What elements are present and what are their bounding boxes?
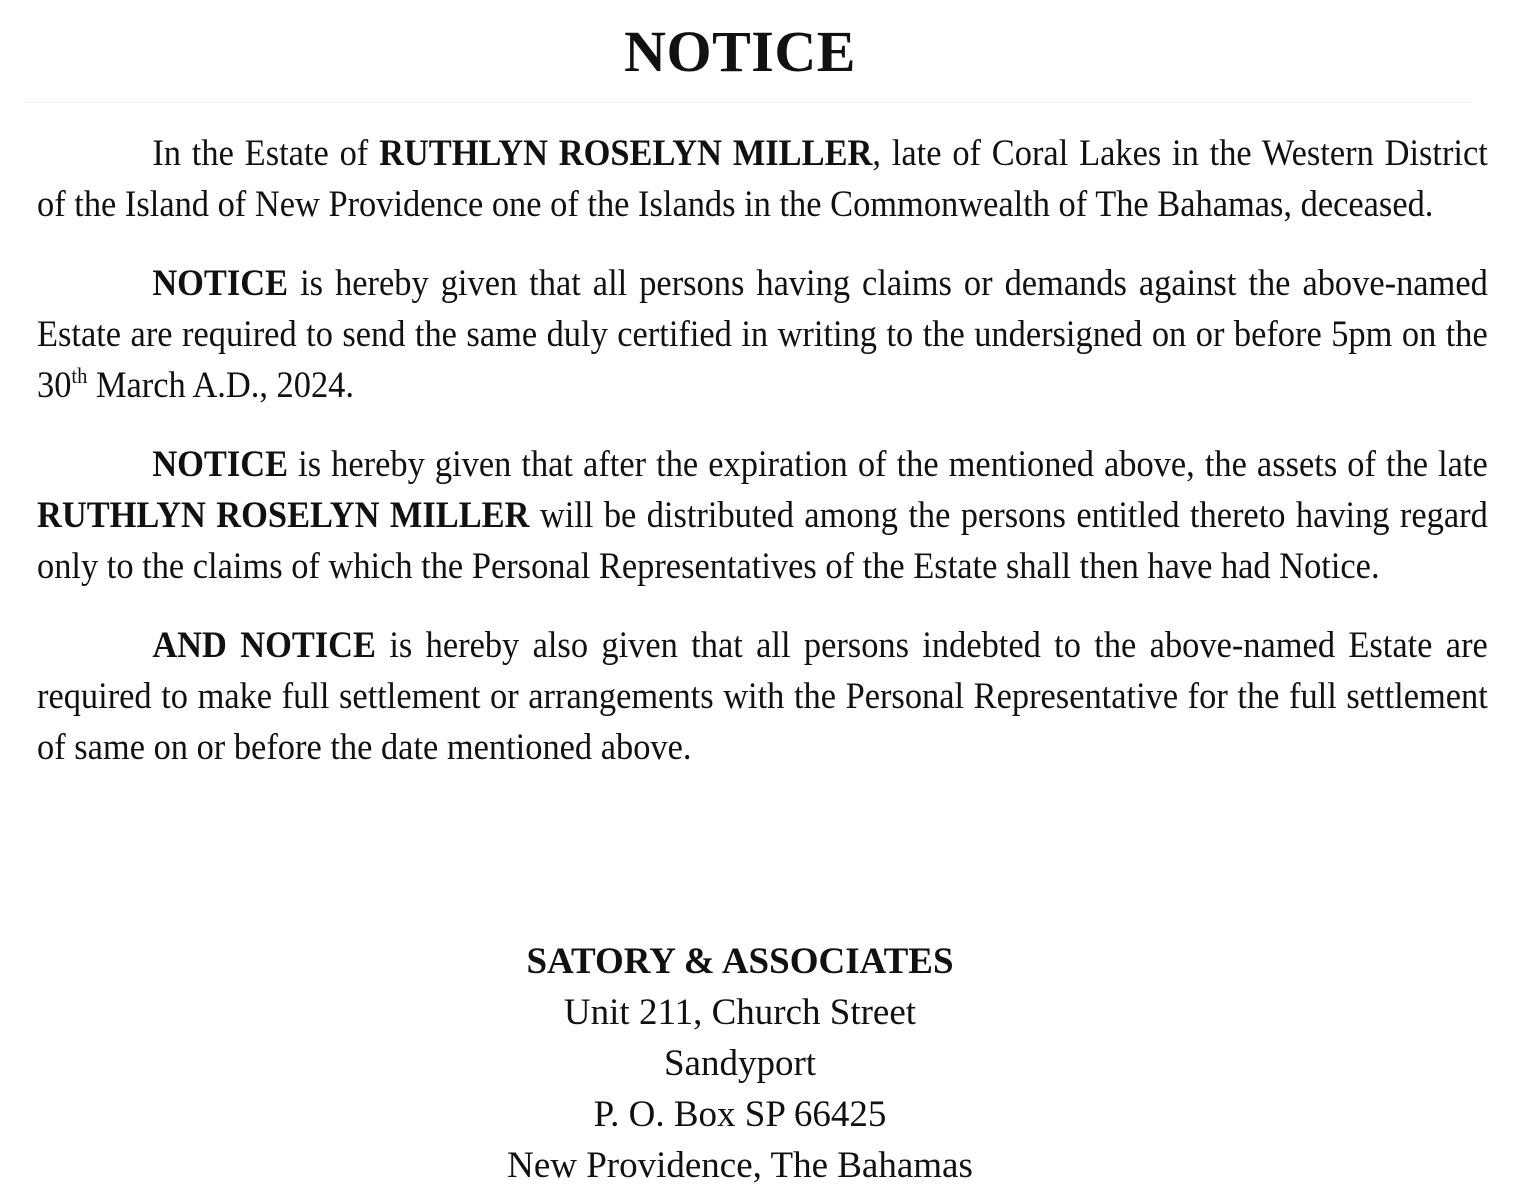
address-line: New Providence, The Bahamas <box>507 1145 973 1186</box>
date-ordinal-suffix: th <box>71 363 88 388</box>
distribution-lead: NOTICE <box>152 444 289 485</box>
claims-paragraph <box>37 258 1488 411</box>
estate-paragraph <box>37 128 1488 230</box>
distribution-paragraph <box>37 439 1488 592</box>
settlement-lead: AND NOTICE <box>152 625 376 666</box>
estate-details-text: , late of Coral Lakes in the Western District of the Island of New Providence one of the Islands in the Commonwealth of The Bahamas, deceased. <box>37 133 1488 225</box>
settlement-text: is hereby also given that all persons indebted to the above-named Estate are required to make full settlement or arrangements with the Personal Representative for the full settlement of same on or before the date mentioned above. <box>37 625 1488 768</box>
claims-text: is hereby given that all persons having claims or demands against the above-named Estate are required to send the same duly certified in writing to the undersigned on or before 5pm on the 30 <box>37 263 1488 406</box>
claims-lead: NOTICE <box>152 263 289 304</box>
settlement-paragraph <box>37 620 1488 773</box>
signature-block <box>0 936 1480 1191</box>
deceased-name: RUTHLYN ROSELYN MILLER <box>379 133 873 174</box>
address-line: P. O. Box SP 66425 <box>593 1094 887 1135</box>
address-line: Sandyport <box>663 1043 817 1084</box>
estate-intro-text: In the Estate of <box>152 133 380 174</box>
notice-body <box>37 128 1488 801</box>
address-line: Unit 211, Church Street <box>563 992 917 1033</box>
notice-title: NOTICE <box>624 19 856 84</box>
distribution-text-end: will be distributed among the persons entitled thereto having regard only to the claims of which the Personal Representatives of the Estate shall then have had Notice. <box>37 495 1488 587</box>
firm-name: SATORY & ASSOCIATES <box>526 941 954 982</box>
header-divider <box>24 102 1470 103</box>
deceased-name-repeat: RUTHLYN ROSELYN MILLER <box>37 495 530 536</box>
claims-date-text: March A.D., 2024. <box>87 365 354 406</box>
distribution-text: is hereby given that after the expiration of the mentioned above, the assets of the late <box>288 444 1488 485</box>
